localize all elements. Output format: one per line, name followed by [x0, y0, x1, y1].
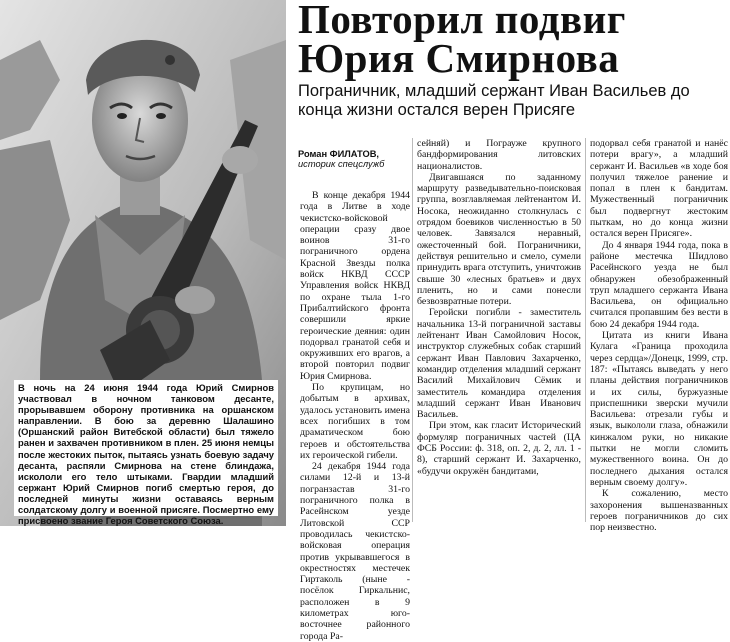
article-subheadline: Пограничник, младший сержант Иван Васильев до конца жизни остался верен Присяге [298, 82, 690, 119]
paragraph: подорвал себя гранатой и нанёс потери врагу», а младший сержант И. Васильев «в ходе боя получил тяжелое ранение и попал в плен к бандитам. Мужественный пограничник был подвергнут жестоким пыткам, но до конца жизни остался верен Присяге». [590, 138, 728, 240]
author-role: историк спецслужб [298, 159, 385, 169]
paragraph: По крупицам, но добытым в архивах, удалось установить имена всех погибших в том драматическом бою героев и обстоятельства их героической гибели. [300, 382, 410, 461]
paragraph: В конце декабря 1944 года в Литве в ходе чекистско-войсковой операции сразу двое воинов 31-го пограничного ордена Красной Звезды полка войск НКВД СССР Управления войск НКВД по охране тыла 1-го Прибалтийского фронта совершили яркие героические деяния: один подорвал гранатой себя и окруживших его врагов, а второй повторил подвиг Юрия Смирнова. [300, 190, 410, 382]
paragraph: При этом, как гласит Исторический формуляр пограничных частей (ЦА ФСБ России: ф. 318, оп. 2, д. 2, лл. 1 - 8), старший сержант И. Захарченко, «будучи окружён бандитами, [417, 420, 581, 477]
column-divider [412, 138, 413, 522]
paragraph: Двигавшаяся по заданному маршруту разведывательно-поисковая группа, возглавляемая лейтенантом И. Носока, неожиданно столкнулась с отрядом боевиков численностью в 50 человек. Завязался неравный, ожесточенный бой. Пограничники, действуя решительно и смело, сумели принудить врага отступить, уничтожив свыше 30 «лесных братьев» и двух пленить, но и сами понесли безвозвратные потери. [417, 171, 581, 308]
article-column-3 [590, 138, 728, 534]
paragraph: 24 декабря 1944 года силами 12-й и 13-й погранзастав 31-го пограничного полка в Расейнском уезде Литовской ССР проводилась чекистско-войсковая операция против укрывавшегося в окрестностях местечек Гиртаколь (ныне - посёлок Гиркальнис, расположен в 9 километрах юго-восточнее районного города Ра- [300, 461, 410, 642]
author-name: Роман ФИЛАТОВ, [298, 149, 380, 159]
byline [298, 149, 402, 169]
paragraph: К сожалению, место захоронения вышеназванных героев пограничников до сих пор неизвестно. [590, 488, 728, 534]
article-column-1 [300, 190, 410, 642]
paragraph: Цитата из книги Ивана Кулага «Граница проходила через сердца»/Донецк, 1999, стр. 187: «Пытаясь выведать у него планы действия пограничников и их силы, буржуазные приспешники зверски мучили Васильева: отрезали губы и язык, выкололи глаза, обнажили кинжалом руки, но никакие пытки не могли сломить мужественного воина. Он до последнего дыхания остался верным своему долгу». [590, 330, 728, 488]
paragraph: сейняй) и Пограуже крупного бандформирования литовских националистов. [417, 138, 581, 172]
headline-line-2: Юрия Смирнова [298, 35, 620, 81]
paragraph: До 4 января 1944 года, пока в районе местечка Шидлово Расейнского уезда не был обнаружен обезображенный труп младшего сержанта Ивана Васильева, он официально считался пропавшим без вести в бою 24 декабря 1944 года. [590, 239, 728, 330]
article-headline [298, 0, 728, 81]
photo-caption: В ночь на 24 июня 1944 года Юрий Смирнов участвовал в ночном танковом десанте, прорывавшем оборону противника на оршанском направлении. В бою за деревню Шалашино (Оршанский район Витебской области) был тяжело ранен и захвачен противником в плен. 25 июня немцы после жестоких пыток, пытаясь узнать боевую задачу десанта, распяли Смирнова на стене блиндажа, искололи его тело штыками. Гвардии младший сержант Юрий Смирнов погиб смертью героя, до последней минуты жизни оставаясь верным солдатскому долгу и военной присяге. Посмертно ему присвоено звание Героя Советского Союза. [14, 380, 278, 516]
column-divider [585, 138, 586, 522]
headline-line-1: Повторил подвиг [298, 0, 626, 42]
paragraph: Геройски погибли - заместитель начальника 13-й пограничной заставы лейтенант Иван Самойлович Носок, инструктор служебных собак старший сержант Иван Павлович Захарченко, командир отделения младший сержант Василий Михайлович Сёмик и заместитель командира отделения младший сержант Иван Иванович Васильев. [417, 307, 581, 421]
article-column-2 [417, 138, 581, 522]
